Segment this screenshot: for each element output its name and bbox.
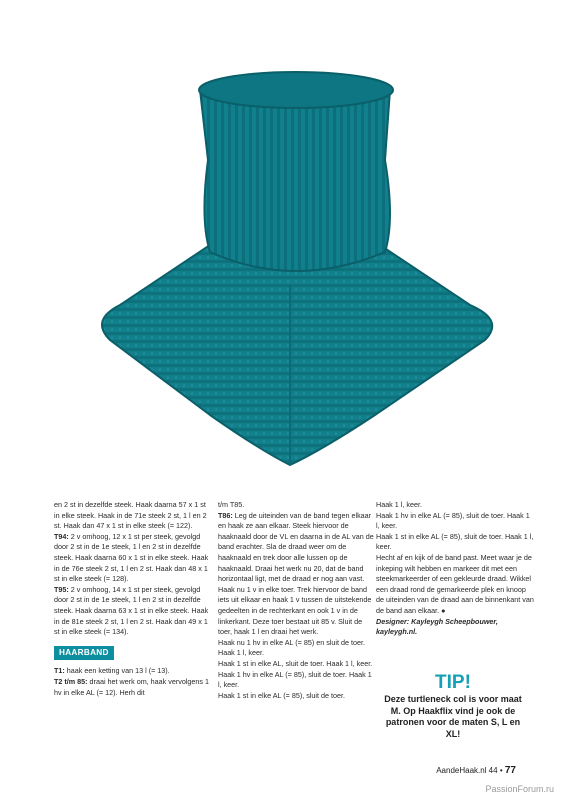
row-text: Leg de uiteinden van de band tegen elkaar en haak ze aan elkaar. Steek hiervoor de haaknaald door de VL en daarna in de AL van de band erachter. Sla de draad weer om de haaknaald en trek door alle lussen op de haaknaald. Draai het werk nu 20, dat de band horizontaal ligt, met de draad er nog aan vast. Haak nu 1 v in elke toer. Trek hiervoor de band iets uit elkaar en haak 1 v tussen de uitstekende gedeelten in de rechterkant en ook 1 v in de linkerkant. Deze toer bestaat uit 85 v. Sluit de toer, haak 1 l en draai het werk. [218,510,374,637]
row-text: draai het werk om, haak vervolgens 1 hv in elke AL (= 12). Herh dit [54,676,210,697]
paragraph: Haak 1 l, keer. [376,500,422,509]
paragraph: Haak 1 hv in elke AL (= 85), sluit de toer. Haak 1 l, keer. [376,510,530,531]
row-label: T2 t/m 85: [54,676,88,686]
page-footer [436,765,516,776]
paragraph [54,585,212,638]
row-label: T86: [218,510,233,520]
section-heading-haarband: HAARBAND [54,646,114,661]
row-text: 2 v omhoog, 12 x 1 st per steek, gevolgd door 2 st in de 1e steek, 1 l en 2 st in dezelfde steek. Haak daarna 60 x 1 st in elke steek. Haak in de 76e steek 2 st, 1 l en 2 st. Haak dan 48 x 1 st in elke steek (= 128). [54,531,209,584]
cowl-bottom [102,245,492,465]
tip-text: Deze turtleneck col is voor maat M. Op Haakflix vind je ook de patronen voor de maten S, L en XL! [384,694,522,739]
paragraph: Haak 1 st in elke AL (= 85), sluit de toer. [218,690,345,700]
row-label: T94: [54,531,69,541]
row-label: T95: [54,584,69,594]
tip-box [378,672,528,740]
footer-bullet: • [499,766,503,775]
paragraph: Haak 1 hv in elke AL (= 85), sluit de toer. Haak 1 l, keer. [218,669,372,690]
paragraph: Haak nu 1 hv in elke AL (= 85) en sluit de toer. Haak 1 l, keer. [218,637,365,658]
paragraph [218,511,376,638]
magazine-name: AandeHaak.nl 44 [436,766,498,775]
paragraph [54,532,212,585]
instructions-column-3 [376,500,534,638]
paragraph [54,666,212,677]
row-text: haak een ketting van 13 l (= 13). [64,666,170,676]
page-number: 77 [504,765,516,776]
paragraph: t/m T85. [218,500,245,509]
paragraph: Hecht af en kijk of de band past. Meet waar je de inkeping wilt hebben en markeer dit met een steekmarkeerder of een gekleurde draad. Wikkel een draad rond de gemarkeerde plek en knoop de uiteinden van de draad aan de binnenkant van de band aan elkaar. ● [376,552,534,615]
row-label: T1: [54,666,65,676]
instructions-column-2 [218,500,376,701]
paragraph [54,677,212,698]
row-text: 2 v omhoog, 14 x 1 st per steek, gevolgd door 2 st in de 1e steek, 1 l en 2 st in dezelfde steek. Haak daarna 63 x 1 st in elke steek. Haak in de 81e steek 2 st, 1 l en 2 st. Haak dan 49 x 1 st in elke steek (= 134). [54,584,209,637]
instructions-column-1 [54,500,212,698]
tip-title: TIP! [435,672,471,693]
paragraph: Haak 1 st in elke AL, sluit de toer. Haak 1 l, keer. [218,658,373,668]
watermark: PassionForum.ru [485,784,554,794]
paragraph: Haak 1 st in elke AL (= 85), sluit de toer. Haak 1 l, keer. [376,531,534,552]
turtleneck-col-photo [60,20,520,490]
cowl-rim [199,72,393,108]
paragraph: en 2 st in dezelfde steek. Haak daarna 57 x 1 st in elke steek. Haak in de 71e steek 2 st, 1 l en 2 st. Haak dan 47 x 1 st in elke steek (= 122). [54,500,207,531]
designer-credit: Designer: Kayleygh Scheepbouwer, kayleygh.nl. [376,616,498,637]
